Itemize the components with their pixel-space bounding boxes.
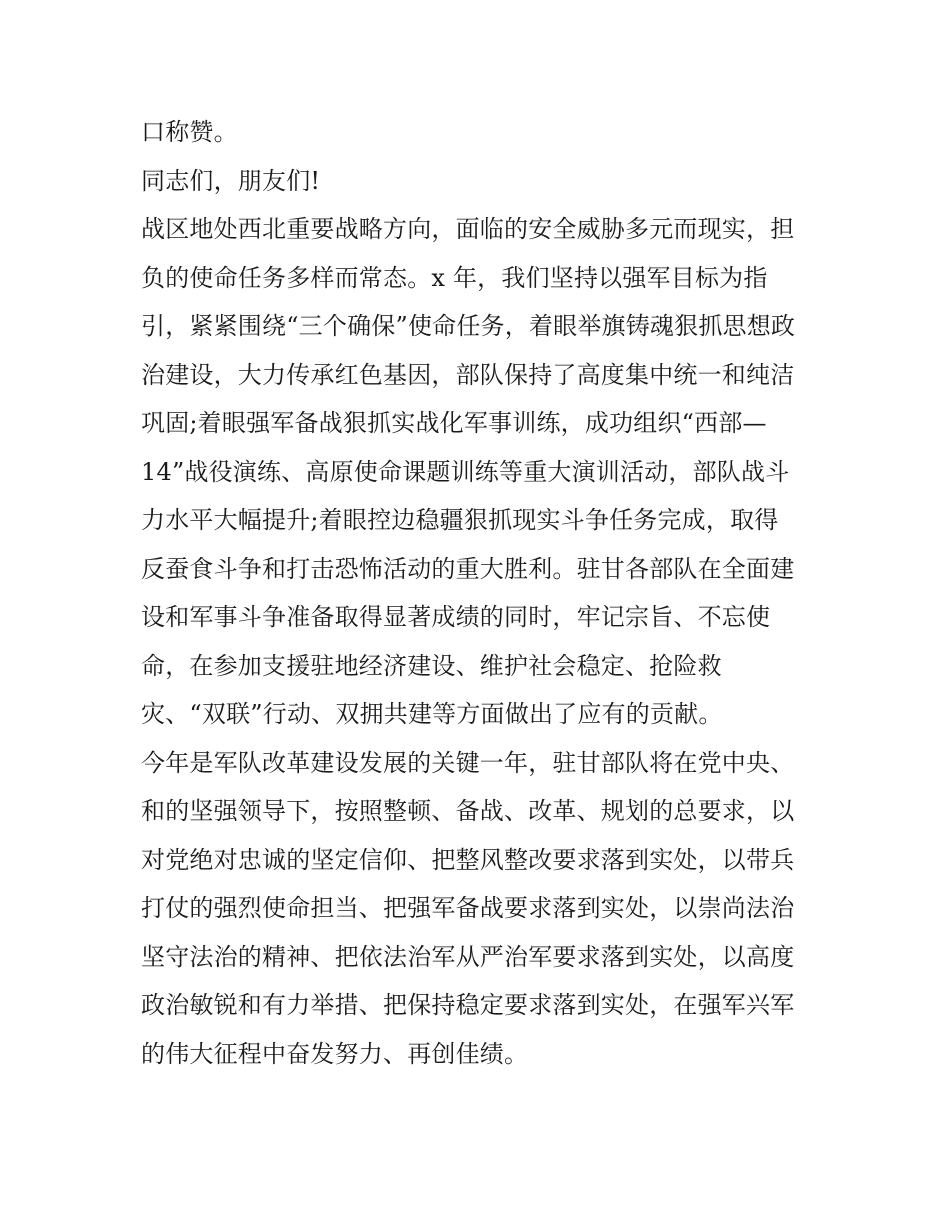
text-line: 政治敏锐和有力举措、把保持稳定要求落到实处，在强军兴军 xyxy=(141,991,795,1019)
body-text xyxy=(141,108,821,1078)
text-line: 力水平大幅提升;着眼控边稳疆狠抓现实斗争任务完成，取得 xyxy=(141,506,779,534)
text-line: 坚守法治的精神、把依法治军从严治军要求落到实处，以高度 xyxy=(141,942,795,971)
text-line: 设和军事斗争准备取得显著成绩的同时，牢记宗旨、不忘使 xyxy=(141,603,771,631)
text-line: 治建设，大力传承红色基因，部队保持了高度集中统一和纯洁 xyxy=(141,360,795,389)
text-line: 引，紧紧围绕“三个确保”使命任务，着眼举旗铸魂狠抓思想政 xyxy=(141,312,796,340)
text-line: 负的使命任务多样而常态。x 年，我们坚持以强军目标为指 xyxy=(141,263,768,292)
text-line: 同志们，朋友们! xyxy=(141,166,321,195)
text-line: 打仗的强烈使命担当、把强军备战要求落到实处，以崇尚法治 xyxy=(141,894,795,922)
text-line: 战区地处西北重要战略方向，面临的安全威胁多元而现实，担 xyxy=(141,215,795,243)
text-line: 和的坚强领导下，按照整顿、备战、改革、规划的总要求，以 xyxy=(141,797,795,825)
text-line: 灾、“双联”行动、双拥共建等方面做出了应有的贡献。 xyxy=(141,700,723,728)
text-line: 对党绝对忠诚的坚定信仰、把整风整改要求落到实处，以带兵 xyxy=(141,845,795,874)
text-line: 命，在参加支援驻地经济建设、维护社会稳定、抢险救 xyxy=(141,651,722,680)
text-line: 14”战役演练、高原使命课题训练等重大演训活动，部队战斗 xyxy=(141,457,790,486)
text-line: 口称赞。 xyxy=(141,118,238,146)
text-line: 的伟大征程中奋发努力、再创佳绩。 xyxy=(141,1039,529,1068)
text-line: 今年是军队改革建设发展的关键一年，驻甘部队将在党中央、 xyxy=(141,748,795,777)
text-line: 反蚕食斗争和打击恐怖活动的重大胜利。驻甘各部队在全面建 xyxy=(141,554,795,583)
text-line: 巩固;着眼强军备战狠抓实战化军事训练，成功组织“西部— xyxy=(141,409,767,437)
